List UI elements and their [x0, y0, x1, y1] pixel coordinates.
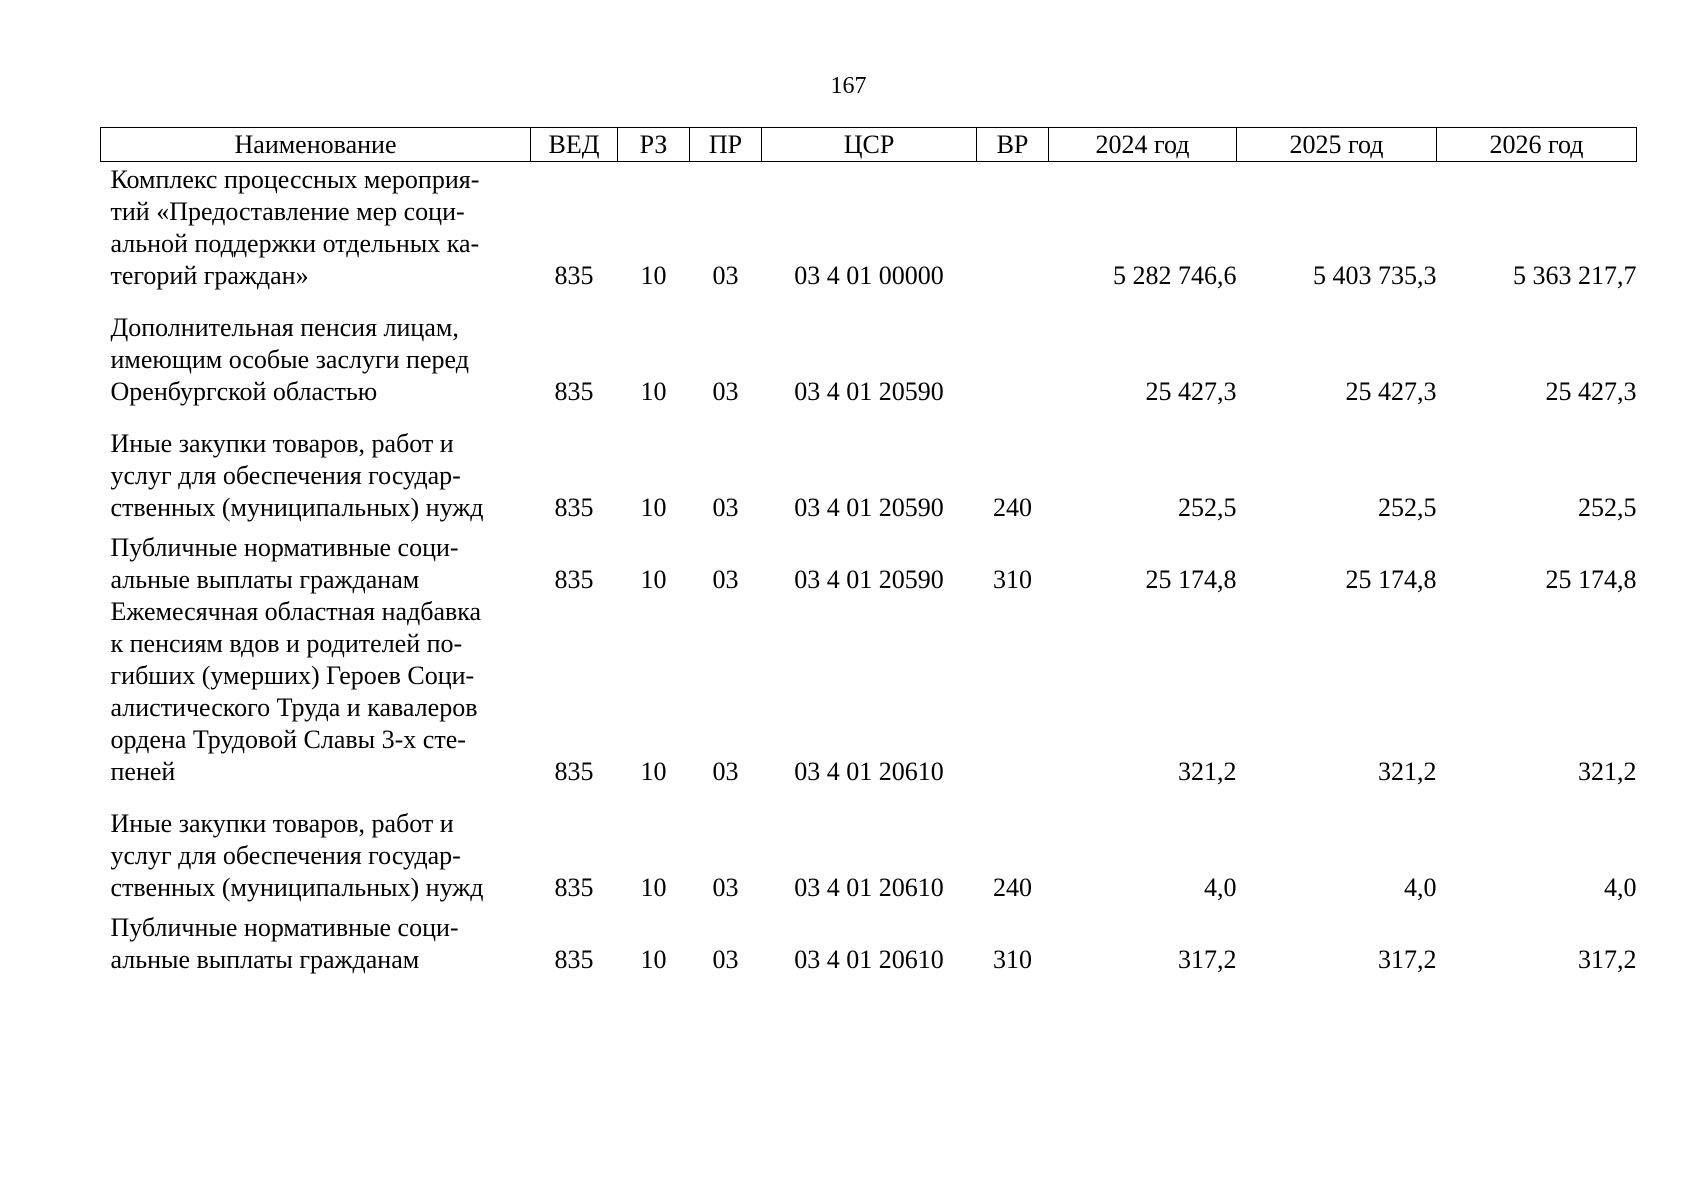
row-2024: 25 174,8 — [1145, 565, 1237, 594]
row-2024: 5 282 746,6 — [1113, 261, 1237, 290]
row-2025: 252,5 — [1378, 493, 1437, 522]
row-ved: 835 — [554, 377, 594, 406]
row-2024: 252,5 — [1178, 493, 1237, 522]
table-row — [101, 912, 1637, 976]
row-pr: 03 — [712, 757, 739, 786]
row-ved: 835 — [554, 565, 594, 594]
row-2026: 5 363 217,7 — [1513, 261, 1637, 290]
row-name: Ежемесячная областная надбавка к пенсиям вдов и родителей по- гибших (умерших) Героев Соци- алистического Труда и кавалеров ордена Трудовой Славы 3-х сте- пеней — [110, 597, 482, 786]
row-name: Иные закупки товаров, работ и услуг для обеспечения государ- ственных (муниципальных) нужд — [110, 809, 484, 902]
row-vr — [977, 312, 1049, 428]
row-2025: 4,0 — [1404, 873, 1437, 902]
row-ved: 835 — [554, 493, 594, 522]
page-number: 167 — [830, 73, 867, 99]
header-2025: 2025 год — [1237, 128, 1437, 162]
row-2025: 321,2 — [1378, 757, 1437, 786]
row-vr — [977, 162, 1049, 313]
row-2025: 25 427,3 — [1345, 377, 1437, 406]
table-header-row — [101, 128, 1637, 162]
row-2026: 25 174,8 — [1545, 565, 1637, 594]
row-2026: 252,5 — [1578, 493, 1637, 522]
row-vr: 310 — [993, 945, 1032, 974]
row-ved: 835 — [554, 261, 594, 290]
header-2026: 2026 год — [1437, 128, 1637, 162]
row-csr: 03 4 01 20610 — [794, 945, 944, 974]
row-rz: 10 — [640, 873, 667, 902]
row-rz: 10 — [640, 757, 667, 786]
row-2024: 321,2 — [1178, 757, 1237, 786]
row-name: Дополнительная пенсия лицам, имеющим особые заслуги перед Оренбургской областью — [110, 313, 469, 406]
row-rz: 10 — [640, 261, 667, 290]
row-2025: 5 403 735,3 — [1313, 261, 1437, 290]
row-2026: 317,2 — [1578, 945, 1637, 974]
budget-table — [100, 127, 1637, 976]
row-pr: 03 — [712, 377, 739, 406]
table-row — [101, 808, 1637, 912]
row-ved: 835 — [554, 945, 594, 974]
header-vr: ВР — [977, 128, 1049, 162]
header-rz: РЗ — [618, 128, 690, 162]
row-ved: 835 — [554, 873, 594, 902]
header-pr: ПР — [690, 128, 762, 162]
row-name: Публичные нормативные соци- альные выплаты гражданам — [110, 533, 459, 594]
row-name: Иные закупки товаров, работ и услуг для обеспечения государ- ственных (муниципальных) нужд — [110, 429, 484, 522]
row-vr: 240 — [993, 493, 1032, 522]
table-row — [101, 162, 1637, 313]
row-pr: 03 — [712, 945, 739, 974]
row-csr: 03 4 01 20610 — [794, 757, 944, 786]
row-rz: 10 — [640, 377, 667, 406]
row-pr: 03 — [712, 493, 739, 522]
row-2026: 25 427,3 — [1545, 377, 1637, 406]
row-vr: 240 — [993, 873, 1032, 902]
row-rz: 10 — [640, 945, 667, 974]
row-csr: 03 4 01 20590 — [794, 377, 944, 406]
row-csr: 03 4 01 00000 — [794, 261, 944, 290]
row-2026: 321,2 — [1578, 757, 1637, 786]
row-ved: 835 — [554, 757, 594, 786]
row-rz: 10 — [640, 565, 667, 594]
row-vr — [977, 596, 1049, 808]
header-csr: ЦСР — [762, 128, 977, 162]
header-2024: 2024 год — [1049, 128, 1237, 162]
row-csr: 03 4 01 20590 — [794, 493, 944, 522]
row-name: Комплекс процессных мероприя- тий «Предоставление мер соци- альной поддержки отдельных ка- тегорий граждан» — [110, 165, 480, 290]
row-name: Публичные нормативные соци- альные выплаты гражданам — [110, 913, 459, 974]
row-2026: 4,0 — [1604, 873, 1637, 902]
table-row — [101, 428, 1637, 532]
row-2024: 4,0 — [1204, 873, 1237, 902]
row-rz: 10 — [640, 493, 667, 522]
row-pr: 03 — [712, 565, 739, 594]
row-2024: 25 427,3 — [1145, 377, 1237, 406]
row-vr: 310 — [993, 565, 1032, 594]
row-2025: 25 174,8 — [1345, 565, 1437, 594]
row-pr: 03 — [712, 261, 739, 290]
table-row — [101, 532, 1637, 596]
table-row — [101, 596, 1637, 808]
table-row — [101, 312, 1637, 428]
row-csr: 03 4 01 20590 — [794, 565, 944, 594]
row-2024: 317,2 — [1178, 945, 1237, 974]
row-csr: 03 4 01 20610 — [794, 873, 944, 902]
header-ved: ВЕД — [531, 128, 618, 162]
header-name: Наименование — [101, 128, 531, 162]
row-2025: 317,2 — [1378, 945, 1437, 974]
row-pr: 03 — [712, 873, 739, 902]
